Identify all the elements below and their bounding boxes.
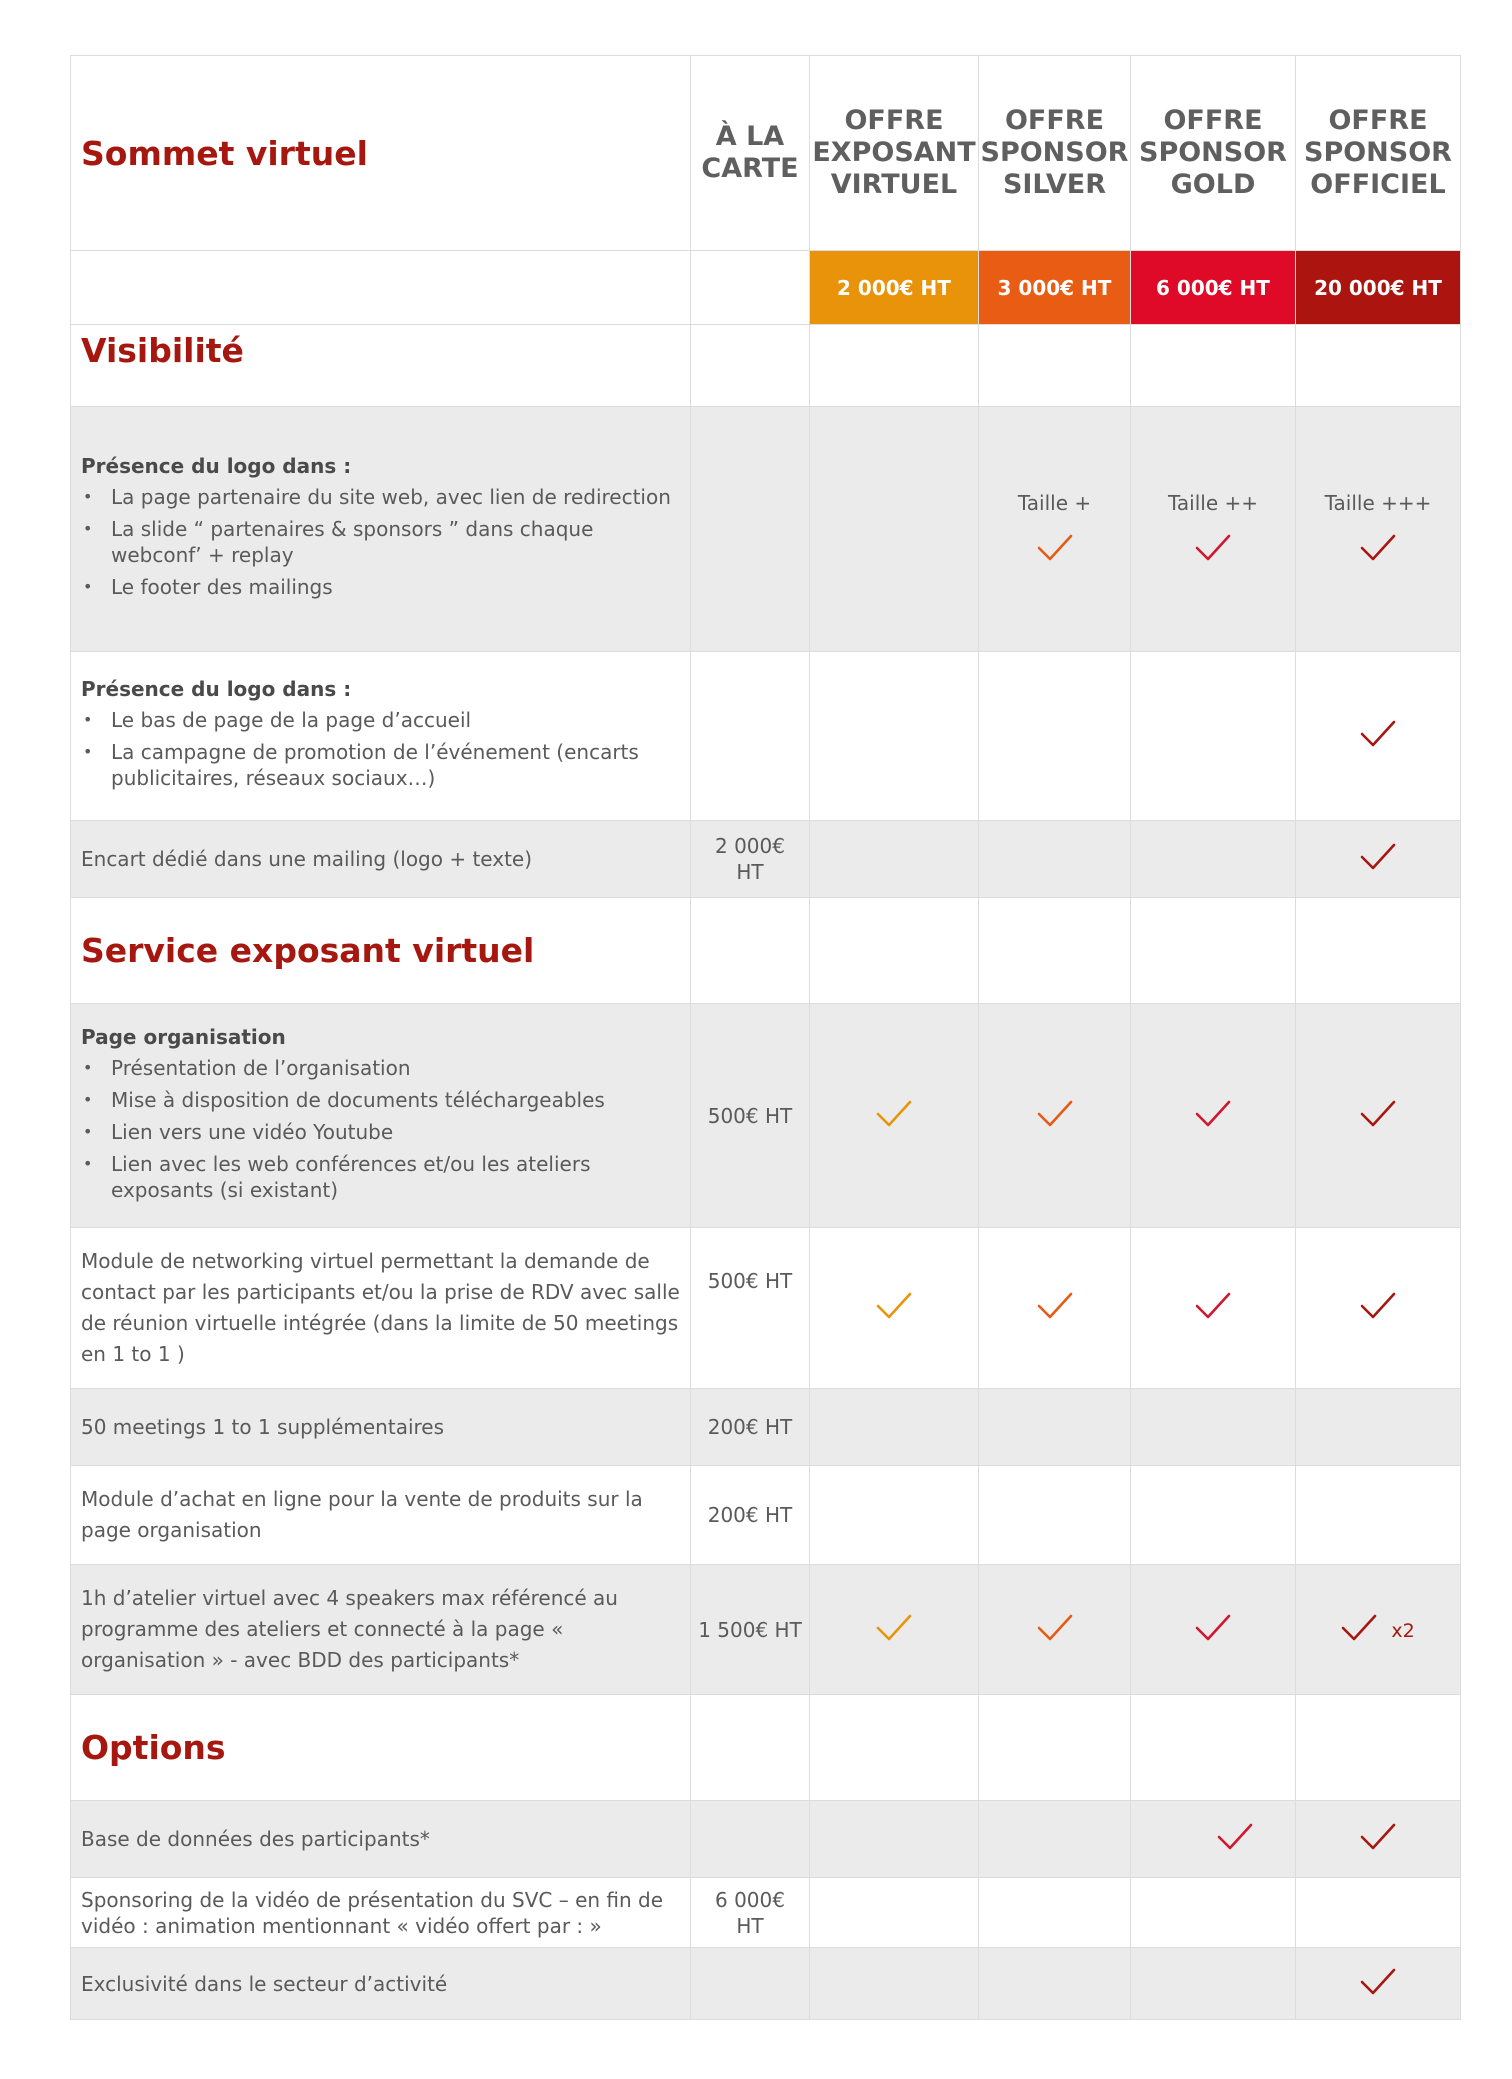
a-la-carte-line: À LA (715, 121, 785, 152)
check-icon (1360, 1099, 1396, 1129)
section-title-options: Options (81, 1728, 226, 1767)
check-icon (1360, 1822, 1396, 1852)
offer-gold-header (1131, 56, 1296, 251)
check-icon (876, 1613, 912, 1643)
price-silver: 3 000€ HT (979, 251, 1131, 325)
officiel-cell (1296, 652, 1461, 821)
feature-label: Module de networking virtuel permettant la demande de contact par les participants et/ou la prise de RDV avec salle de réunion virtuelle intégrée (dans la limite de 50 meetings en 1 to 1 ) (71, 1228, 691, 1389)
price-line: HT (736, 1913, 764, 1938)
check-icon (1195, 1291, 1231, 1321)
pricing-table (70, 55, 1461, 2020)
a-la-carte-header (691, 56, 810, 251)
list-item: • Le footer des mailings (81, 574, 682, 600)
section-row (71, 1695, 1461, 1801)
officiel-cell (1296, 821, 1461, 898)
offer-line: SPONSOR (1304, 137, 1452, 168)
a-la-carte-price (691, 821, 810, 898)
check-icon (876, 1099, 912, 1129)
page-title-cell (71, 56, 691, 251)
a-la-carte-price: 500€ HT (691, 1004, 810, 1228)
section-title-service: Service exposant virtuel (81, 931, 535, 970)
table-row (71, 1228, 1461, 1389)
feature-label: Base de données des participants* (71, 1801, 691, 1878)
list-item: • Le bas de page de la page d’accueil (81, 707, 682, 733)
feature-list (81, 707, 682, 791)
feature-heading: Présence du logo dans : (81, 677, 352, 701)
officiel-cell (1296, 1565, 1461, 1695)
offer-silver-header (979, 56, 1131, 251)
table-row (71, 652, 1461, 821)
price-line: 2 000€ (715, 834, 785, 858)
list-item: • Mise à disposition de documents téléchargeables (81, 1087, 682, 1113)
list-item: • La campagne de promotion de l’événement (encarts publicitaires, réseaux sociaux…) (81, 739, 682, 791)
check-icon (1037, 1613, 1073, 1643)
check-icon (1195, 1613, 1231, 1643)
feature-heading: Présence du logo dans : (81, 454, 352, 478)
feature-cell (71, 1004, 691, 1228)
check-icon (1217, 1822, 1253, 1852)
list-item: • Lien vers une vidéo Youtube (81, 1119, 682, 1145)
table-row (71, 1801, 1461, 1878)
list-item: • La slide “ partenaires & sponsors ” dans chaque webconf’ + replay (81, 516, 682, 568)
price-row (71, 251, 1461, 325)
offer-exposant-header (810, 56, 979, 251)
feature-cell (71, 407, 691, 652)
price-gold: 6 000€ HT (1131, 251, 1296, 325)
section-title-cell (71, 1695, 691, 1801)
offer-line: OFFRE (1004, 105, 1105, 136)
offer-line: OFFICIEL (1310, 169, 1446, 200)
feature-label: 1h d’atelier virtuel avec 4 speakers max référencé au programme des ateliers et connecté à la page « organisation » - avec BDD des participants* (71, 1565, 691, 1695)
table-row (71, 1948, 1461, 2020)
feature-label: Exclusivité dans le secteur d’activité (71, 1948, 691, 2020)
a-la-carte-price: 200€ HT (691, 1466, 810, 1565)
size-label: Taille +++ (1324, 491, 1432, 515)
section-title-cell (71, 325, 691, 407)
section-title-cell (71, 898, 691, 1004)
check-icon (1037, 533, 1073, 563)
table-row (71, 1565, 1461, 1695)
offer-officiel-header (1296, 56, 1461, 251)
check-icon (1341, 1613, 1377, 1643)
section-title-visibilite: Visibilité (81, 331, 244, 370)
offer-line: OFFRE (1163, 105, 1263, 136)
check-icon (1360, 1967, 1396, 1997)
feature-list (81, 484, 682, 600)
offer-line: OFFRE (1328, 105, 1428, 136)
list-item: • Présentation de l’organisation (81, 1055, 682, 1081)
size-label: Taille ++ (1167, 491, 1258, 515)
silver-cell (979, 407, 1131, 652)
check-icon (1360, 533, 1396, 563)
a-la-carte-line: CARTE (701, 153, 799, 184)
check-icon (1037, 1291, 1073, 1321)
feature-label: 50 meetings 1 to 1 supplémentaires (71, 1389, 691, 1466)
a-la-carte-price: 1 500€ HT (691, 1565, 810, 1695)
offer-line: SILVER (1002, 169, 1107, 200)
price-line: HT (736, 860, 764, 884)
feature-cell (71, 652, 691, 821)
check-icon (1195, 533, 1231, 563)
check-icon (1037, 1099, 1073, 1129)
price-exposant: 2 000€ HT (810, 251, 979, 325)
gold-cell (1131, 407, 1296, 652)
table-row (71, 1466, 1461, 1565)
size-label: Taille + (1017, 491, 1092, 515)
multiplier-label: x2 (1391, 1619, 1415, 1642)
table-row (71, 821, 1461, 898)
empty-cell (71, 251, 691, 325)
feature-label: Sponsoring de la vidéo de présentation du SVC – en fin de vidéo : animation mentionnant « vidéo offert par : » (71, 1878, 691, 1948)
table-row (71, 1878, 1461, 1948)
offer-line: EXPOSANT (812, 137, 976, 168)
feature-label: Encart dédié dans une mailing (logo + texte) (71, 821, 691, 898)
offer-line: VIRTUEL (830, 169, 958, 200)
feature-heading: Page organisation (81, 1024, 286, 1049)
price-officiel: 20 000€ HT (1296, 251, 1461, 325)
officiel-cell (1296, 407, 1461, 652)
header-row (71, 56, 1461, 251)
offer-line: OFFRE (844, 105, 944, 136)
check-icon (876, 1291, 912, 1321)
offer-line: SPONSOR (980, 137, 1129, 168)
list-item: • La page partenaire du site web, avec lien de redirection (81, 484, 682, 510)
pricing-table-sheet (70, 55, 1460, 2020)
table-row (71, 407, 1461, 652)
check-icon (1360, 1291, 1396, 1321)
offer-line: SPONSOR (1139, 137, 1287, 168)
table-row (71, 1389, 1461, 1466)
page-title: Sommet virtuel (81, 133, 368, 173)
offer-line: GOLD (1170, 169, 1256, 200)
empty-cell (691, 251, 810, 325)
section-row (71, 325, 1461, 407)
a-la-carte-price: 200€ HT (691, 1389, 810, 1466)
check-icon (1195, 1099, 1231, 1129)
feature-list (81, 1055, 682, 1203)
section-row (71, 898, 1461, 1004)
feature-label: Module d’achat en ligne pour la vente de produits sur la page organisation (71, 1466, 691, 1565)
list-item: • Lien avec les web conférences et/ou les ateliers exposants (si existant) (81, 1151, 682, 1203)
a-la-carte-price: 500€ HT (691, 1228, 810, 1389)
check-icon (1360, 842, 1396, 872)
price-line: 6 000€ (715, 1887, 785, 1912)
check-icon (1360, 719, 1396, 749)
a-la-carte-price (691, 1878, 810, 1948)
table-row (71, 1004, 1461, 1228)
